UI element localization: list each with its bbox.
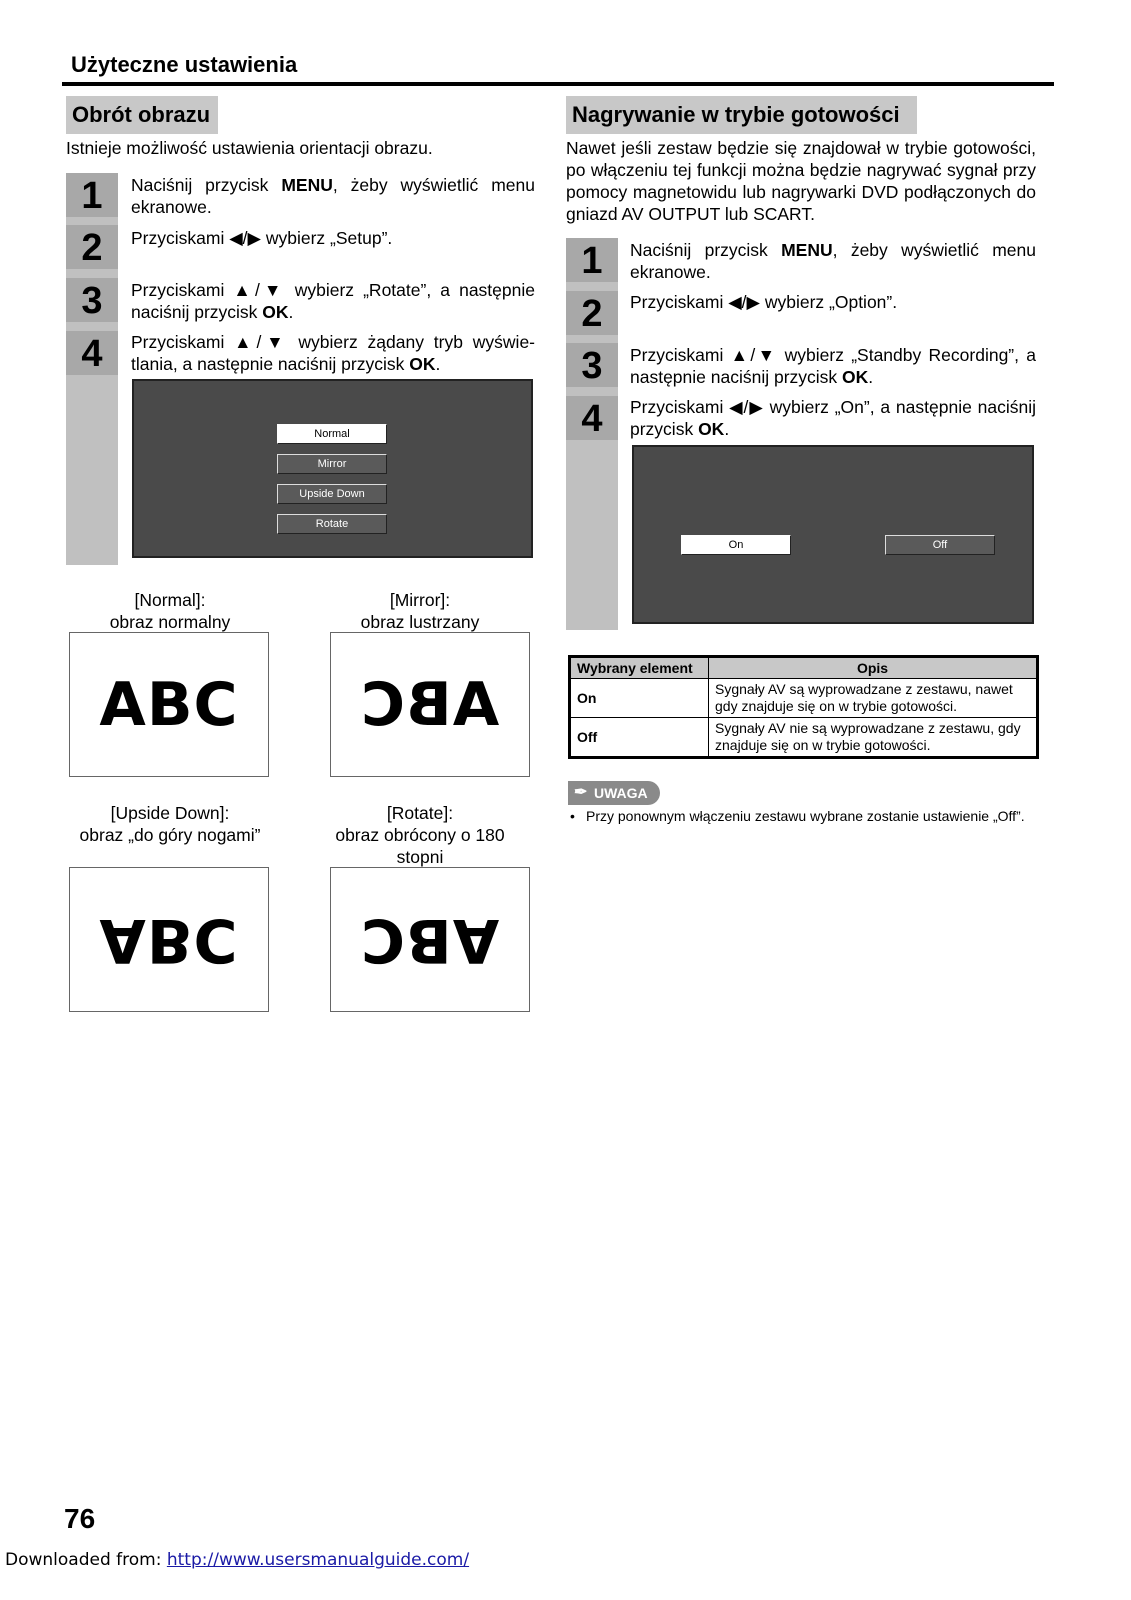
left-step-number: 4 bbox=[66, 331, 118, 375]
table-cell: On bbox=[570, 679, 709, 718]
osd-screen-standby bbox=[632, 445, 1034, 624]
example-text: ABC bbox=[360, 904, 500, 975]
left-step-text: Przyciskami ▲/▼ wybierz „Rotate”, a następnie naciśnij przycisk OK. bbox=[131, 280, 535, 322]
menu-option-mirror[interactable]: Mirror bbox=[277, 454, 387, 474]
download-link[interactable]: http://www.usersmanualguide.com/ bbox=[166, 1550, 470, 1570]
download-source bbox=[5, 1550, 469, 1570]
right-step-text: Przyciskami ▲/▼ wybierz „Standby Recording”, a następnie naciśnij przycisk OK. bbox=[630, 345, 1036, 387]
right-step-number: 1 bbox=[566, 238, 618, 282]
table-row bbox=[570, 718, 1038, 758]
table-cell: Sygnały AV są wyprowadzane z zestawu, nawet gdy znajduje się on w trybie gotowości. bbox=[709, 679, 1038, 718]
left-step-number: 1 bbox=[66, 173, 118, 217]
note-tag-label: UWAGA bbox=[594, 785, 648, 801]
note-item bbox=[570, 808, 1040, 825]
example-text: ABC bbox=[99, 904, 239, 975]
page-number: 76 bbox=[64, 1503, 96, 1534]
right-step-text: Przyciskami ◀/▶ wybierz „Option”. bbox=[630, 292, 898, 312]
header-rule bbox=[62, 82, 1054, 86]
note-text: Przy ponownym włączeniu zestawu wybrane zostanie ustawienie „Off”. bbox=[586, 808, 1025, 824]
section-title-standby-recording: Nagrywanie w trybie gotowości bbox=[566, 96, 917, 134]
section-title-image-rotation: Obrót obrazu bbox=[66, 96, 218, 134]
page-header-title: Użyteczne ustawienia bbox=[71, 52, 298, 77]
left-intro: Istnieje możliwość ustawienia orientacji obrazu. bbox=[66, 138, 433, 158]
example-caption: [Normal]: obraz normalny bbox=[109, 590, 231, 632]
table-cell: Off bbox=[570, 718, 709, 758]
example-caption: [Rotate]: obraz obrócony o 180 stopni bbox=[335, 803, 505, 867]
example-caption: [Upside Down]: obraz „do góry nogami” bbox=[79, 803, 261, 845]
right-step-text: Przyciskami ◀/▶ wybierz „On”, a następnie naciśnij przycisk OK. bbox=[630, 397, 1036, 439]
left-step-number: 2 bbox=[66, 225, 118, 269]
left-step-text: Przyciskami ▲/▼ wybierz żądany tryb wyświetlania, a następnie naciśnij przycisk OK. bbox=[131, 332, 535, 374]
left-step-text: Przyciskami ◀/▶ wybierz „Setup”. bbox=[131, 228, 393, 248]
right-step-text: Naciśnij przycisk MENU, żeby wyświetlić menu ekranowe. bbox=[630, 240, 1036, 282]
example-caption: [Mirror]: obraz lustrzany bbox=[360, 590, 480, 632]
right-step-number: 2 bbox=[566, 291, 618, 335]
menu-option-on[interactable]: On bbox=[681, 535, 791, 555]
table-cell: Sygnały AV nie są wyprowadzane z zestawu, gdy znajduje się on w trybie gotowości. bbox=[709, 718, 1038, 758]
table-header: Wybrany element bbox=[570, 657, 709, 679]
menu-option-rotate[interactable]: Rotate bbox=[277, 514, 387, 534]
note-tag bbox=[568, 781, 660, 805]
right-step-number: 4 bbox=[566, 396, 618, 440]
osd-screen-rotate bbox=[132, 379, 533, 558]
paperclip-icon: ✒ bbox=[574, 784, 588, 801]
example-mirror bbox=[330, 632, 530, 777]
right-step-number: 3 bbox=[566, 343, 618, 387]
example-normal bbox=[69, 632, 269, 777]
example-upside-down bbox=[69, 867, 269, 1012]
menu-option-upside-down[interactable]: Upside Down bbox=[277, 484, 387, 504]
example-text: ABC bbox=[99, 669, 239, 740]
options-table bbox=[568, 655, 1039, 759]
table-header: Opis bbox=[709, 657, 1038, 679]
left-step-text: Naciśnij przycisk MENU, żeby wyświetlić menu ekranowe. bbox=[131, 175, 535, 217]
download-label: Downloaded from: bbox=[5, 1550, 167, 1570]
left-step-number: 3 bbox=[66, 278, 118, 322]
menu-option-normal[interactable]: Normal bbox=[277, 424, 387, 444]
right-intro: Nawet jeśli zestaw będzie się znajdował w trybie gotowości, po włączeniu tej funkcji można będzie nagrywać sygnał przy pomocy magnetowidu lub nagrywarki DVD podłączonych do gniazd AV OUTPUT lub SCART. bbox=[566, 138, 1036, 224]
example-text: ABC bbox=[360, 669, 500, 740]
menu-option-off[interactable]: Off bbox=[885, 535, 995, 555]
example-rotate bbox=[330, 867, 530, 1012]
bullet: • bbox=[570, 808, 575, 824]
table-row bbox=[570, 679, 1038, 718]
